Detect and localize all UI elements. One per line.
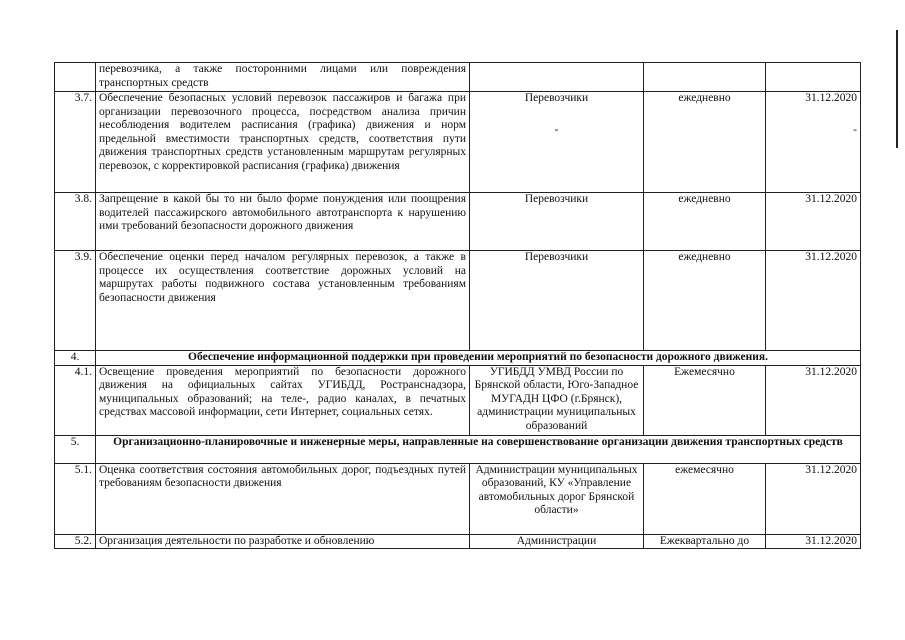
table-row bbox=[55, 193, 861, 251]
deadline: 31.12.2020 bbox=[766, 193, 861, 251]
measure-description: Обеспечение оценки перед началом регулярных перевозок, а также в процессе их осуществления соответствие дорожных условий на маршрутах работы подвижного состава установленным требованиям безопасности движения bbox=[96, 251, 470, 351]
measure-description: перевозчика, а также посторонними лицами или повреждения транспортных средств bbox=[96, 63, 470, 92]
dash-mark: - bbox=[554, 123, 559, 136]
executor bbox=[470, 63, 644, 92]
section-number: 5. bbox=[55, 435, 96, 463]
dash-mark: - bbox=[853, 123, 857, 136]
row-number: 5.1. bbox=[55, 463, 96, 534]
measure-description: Организация деятельности по разработке и обновлению bbox=[96, 534, 470, 549]
frequency: Ежеквартально до bbox=[644, 534, 766, 549]
section-title: Обеспечение информационной поддержки при проведении мероприятий по безопасности дорожного движения. bbox=[96, 351, 861, 366]
deadline bbox=[766, 63, 861, 92]
frequency bbox=[644, 63, 766, 92]
executor: Администрации муниципальных образований, КУ «Управление автомобильных дорог Брянской области» bbox=[470, 463, 644, 534]
executor: Перевозчики bbox=[470, 193, 644, 251]
row-number: 3.9. bbox=[55, 251, 96, 351]
measures-table bbox=[54, 62, 861, 549]
table-row bbox=[55, 251, 861, 351]
section-number: 4. bbox=[55, 351, 96, 366]
row-number bbox=[55, 63, 96, 92]
deadline: 31.12.2020 bbox=[766, 251, 861, 351]
table-row bbox=[55, 534, 861, 549]
page-margin-mark bbox=[896, 30, 898, 148]
row-number: 3.8. bbox=[55, 193, 96, 251]
executor: Администрации bbox=[470, 534, 644, 549]
table-row bbox=[55, 365, 861, 435]
frequency: ежедневно bbox=[644, 193, 766, 251]
section-row bbox=[55, 435, 861, 463]
measure-description: Освещение проведения мероприятий по безопасности дорожного движения на официальных сайтах УГИБДД, Ространснадзора, муниципальных образований; на теле-, радио каналах, в печатных средствах массовой информации, сети Интернет, социальных сетях. bbox=[96, 365, 470, 435]
executor: УГИБДД УМВД России по Брянской области, Юго-Западное МУГАДН ЦФО (г.Брянск), администрации муниципальных образований bbox=[470, 365, 644, 435]
section-row bbox=[55, 351, 861, 366]
row-number: 5.2. bbox=[55, 534, 96, 549]
measure-description: Запрещение в какой бы то ни было форме понуждения или поощрения водителей пассажирского автомобильного автотранспорта к нарушению ими требований безопасности дорожного движения bbox=[96, 193, 470, 251]
measure-description: Оценка соответствия состояния автомобильных дорог, подъездных путей требованиям безопасности движения bbox=[96, 463, 470, 534]
row-number: 4.1. bbox=[55, 365, 96, 435]
measure-description: Обеспечение безопасных условий перевозок пассажиров и багажа при организации перевозочного процесса, посредством анализа причин несоблюдения водителем расписания (графика) движения и норм предельной вместимости транспортных средств, соответствия пути движения транспортных средств установленным маршрутам регулярных перевозок, с корректировкой расписания (графика) движения bbox=[96, 92, 470, 193]
frequency: ежедневно bbox=[644, 92, 766, 193]
row-number: 3.7. bbox=[55, 92, 96, 193]
deadline: 31.12.2020 bbox=[766, 534, 861, 549]
deadline: 31.12.2020 bbox=[766, 365, 861, 435]
frequency: ежемесячно bbox=[644, 463, 766, 534]
deadline: 31.12.2020 bbox=[766, 463, 861, 534]
deadline: 31.12.2020 bbox=[805, 92, 857, 104]
table-row bbox=[55, 463, 861, 534]
table-row bbox=[55, 92, 861, 193]
executor-cell bbox=[470, 92, 644, 193]
section-title: Организационно-планировочные и инженерные меры, направленные на совершенствование организации движения транспортных средств bbox=[96, 435, 861, 463]
deadline-cell bbox=[766, 92, 861, 193]
frequency: Ежемесячно bbox=[644, 365, 766, 435]
executor: Перевозчики bbox=[470, 251, 644, 351]
frequency: ежедневно bbox=[644, 251, 766, 351]
table-row bbox=[55, 63, 861, 92]
executor: Перевозчики bbox=[524, 92, 589, 104]
